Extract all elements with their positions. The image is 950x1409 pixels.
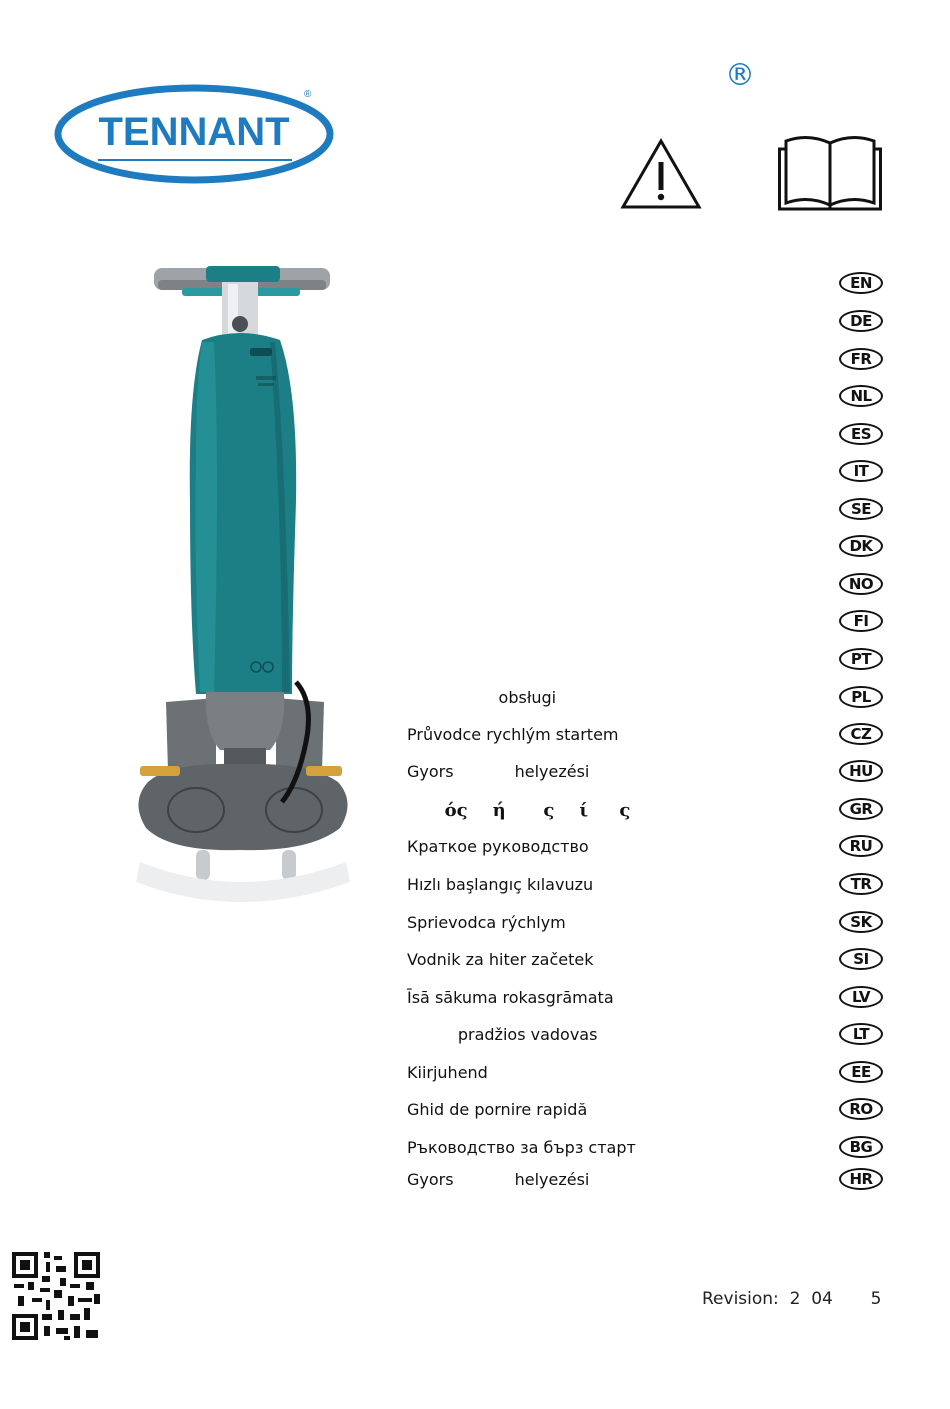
language-row-gr: [0, 794, 950, 828]
language-row-ro: [0, 1094, 950, 1128]
warning-triangle-icon: [620, 138, 702, 210]
language-title: Průvodce rychlým startem: [407, 725, 619, 744]
language-title: pradžios vadovas: [407, 1025, 598, 1044]
language-code-badge: RO: [839, 1098, 883, 1120]
language-row-fr: [0, 344, 950, 378]
language-code-badge: IT: [839, 460, 883, 482]
language-code-badge: EN: [839, 272, 883, 294]
language-code-badge: HR: [839, 1168, 883, 1190]
open-book-icon: [778, 135, 882, 211]
language-row-no: [0, 569, 950, 603]
language-code-badge: TR: [839, 873, 883, 895]
language-title: Gyors helyezési: [407, 762, 590, 781]
language-title: Īsā sākuma rokasgrāmata: [407, 988, 614, 1007]
language-code-badge: BG: [839, 1136, 883, 1158]
language-code-badge: GR: [839, 798, 883, 820]
language-code-badge: RU: [839, 835, 883, 857]
language-row-tr: [0, 869, 950, 903]
language-row-pl: [0, 682, 950, 716]
language-title: Краткое руководство: [407, 837, 589, 856]
language-row-pt: [0, 644, 950, 678]
language-row-ee: [0, 1057, 950, 1091]
qr-code-image: [12, 1252, 100, 1340]
language-title: ός ή ς ί ς: [407, 800, 631, 821]
language-code-badge: LV: [839, 986, 883, 1008]
language-row-sk: [0, 907, 950, 941]
language-title: Kiirjuhend: [407, 1063, 488, 1082]
language-row-fi: [0, 606, 950, 640]
language-row-de: [0, 306, 950, 340]
language-code-badge: PL: [839, 686, 883, 708]
language-code-badge: SK: [839, 911, 883, 933]
language-title: Vodnik za hiter začetek: [407, 950, 594, 969]
language-code-badge: FR: [839, 348, 883, 370]
language-code-badge: HU: [839, 760, 883, 782]
language-code-badge: SI: [839, 948, 883, 970]
language-row-es: [0, 419, 950, 453]
language-code-badge: FI: [839, 610, 883, 632]
language-title: Ghid de pornire rapidă: [407, 1100, 588, 1119]
language-code-badge: EE: [839, 1061, 883, 1083]
logo-registered-symbol: ®: [304, 89, 312, 100]
language-code-badge: CZ: [839, 723, 883, 745]
language-row-hr: [0, 1164, 950, 1198]
language-row-bg: [0, 1132, 950, 1166]
language-row-se: [0, 494, 950, 528]
language-row-lt: [0, 1019, 950, 1053]
language-code-badge: ES: [839, 423, 883, 445]
logo-wordmark: TENNANT: [98, 110, 290, 154]
language-code-badge: SE: [839, 498, 883, 520]
language-row-nl: [0, 381, 950, 415]
language-row-hu: [0, 756, 950, 790]
language-row-cz: [0, 719, 950, 753]
language-row-ru: [0, 831, 950, 865]
language-code-badge: PT: [839, 648, 883, 670]
language-title: Ръководство за бърз старт: [407, 1138, 636, 1157]
language-title: Sprievodca rýchlym: [407, 913, 566, 932]
language-row-dk: [0, 531, 950, 565]
language-row-lv: [0, 982, 950, 1016]
language-row-it: [0, 456, 950, 490]
language-code-badge: DE: [839, 310, 883, 332]
language-code-badge: NL: [839, 385, 883, 407]
language-row-si: [0, 944, 950, 978]
registered-mark-text: ®: [725, 60, 755, 92]
registered-mark: [724, 60, 756, 92]
language-title: obsługi: [407, 688, 557, 707]
language-code-badge: DK: [839, 535, 883, 557]
revision-label: Revision: 2 04 5: [702, 1289, 882, 1309]
language-title: Hızlı başlangıç kılavuzu: [407, 875, 594, 894]
language-code-badge: NO: [839, 573, 883, 595]
language-code-badge: LT: [839, 1023, 883, 1045]
language-row-en: [0, 268, 950, 302]
tennant-logo: [54, 82, 336, 186]
language-title: Gyors helyezési: [407, 1170, 590, 1189]
